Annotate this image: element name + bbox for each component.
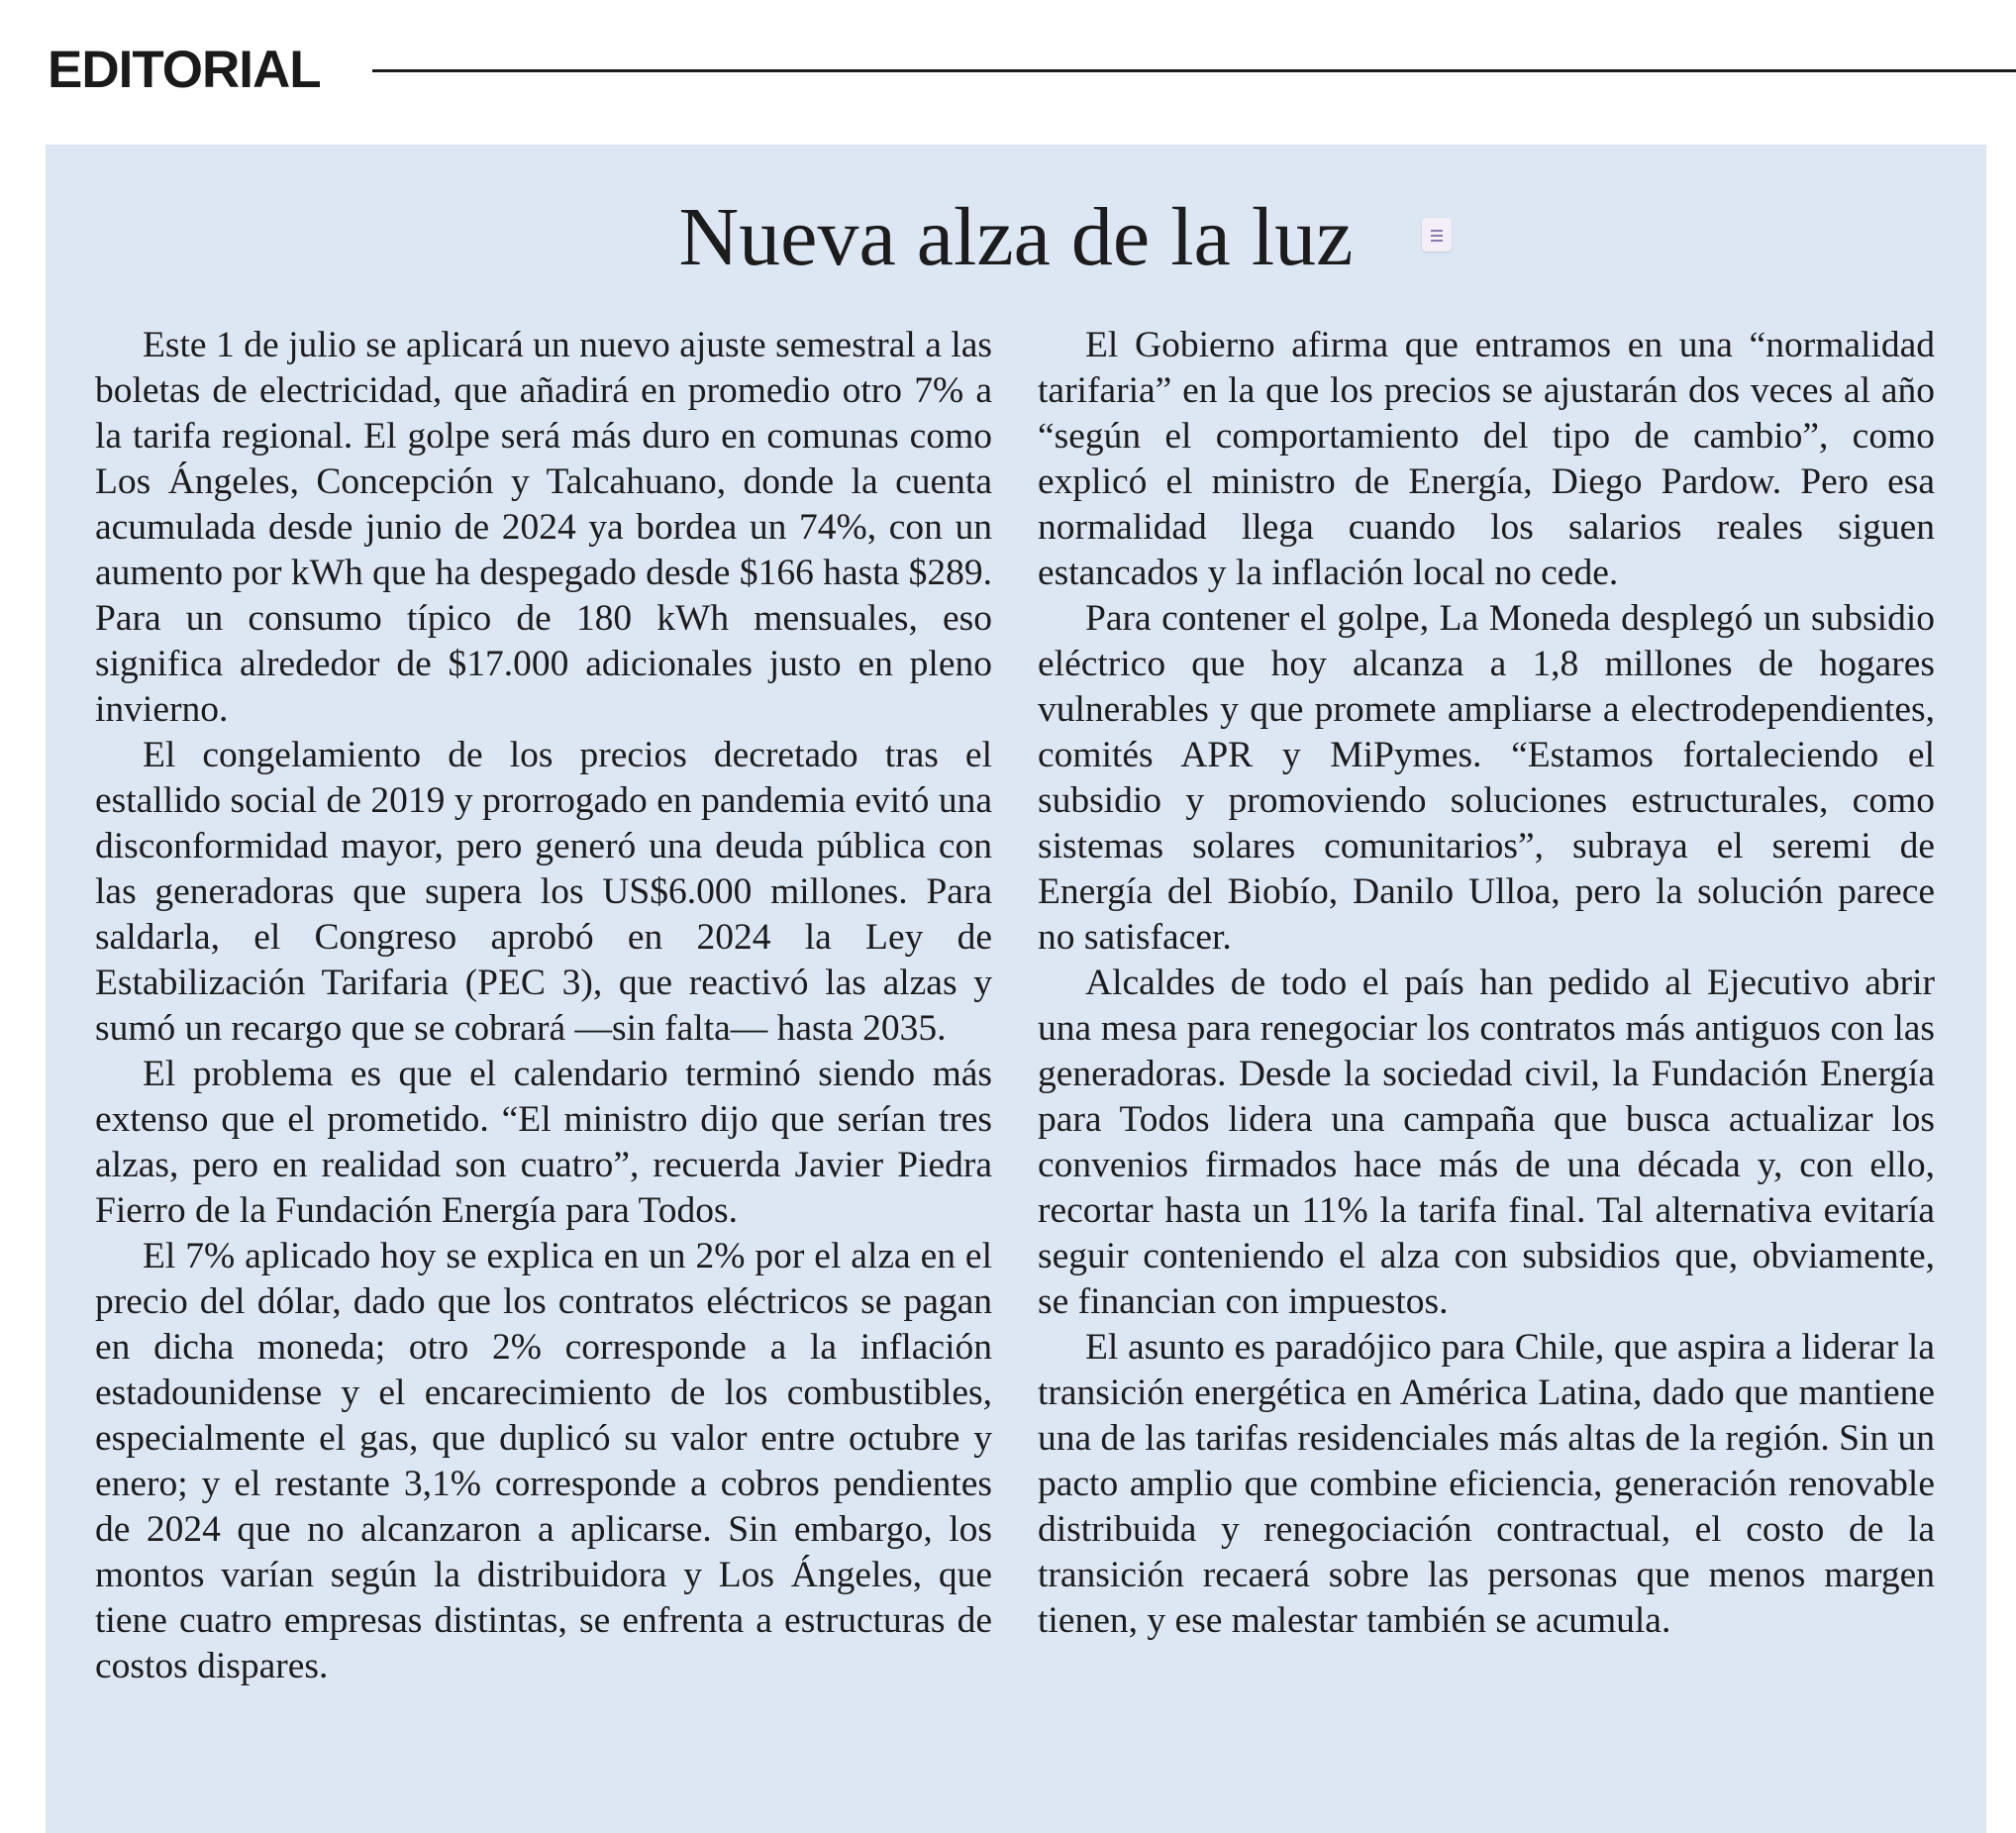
article-column-left <box>95 323 992 1689</box>
article-paragraph: El congelamiento de los precios decretado tras el estallido social de 2019 y prorrogado en pandemia evitó una disconformidad mayor, pero generó una deuda pública con las generadoras que supera los US$6.000 millones. Para saldarla, el Congreso aprobó en 2024 la Ley de Estabilización Tarifaria (PEC 3), que reactivó las alzas y sumó un recargo que se cobrará —sin falta— hasta 2035. <box>95 735 992 1049</box>
section-header <box>48 36 2016 105</box>
article-paragraph: Este 1 de julio se aplicará un nuevo ajuste semestral a las boletas de electricidad, que añadirá en promedio otro 7% a la tarifa regional. El golpe será más duro en comunas como Los Ángeles, Concepción y Talcahuano, donde la cuenta acumulada desde junio de 2024 ya bordea un 74%, con un aumento por kWh que ha despegado desde $166 hasta $289. Para un consumo típico de 180 kWh mensuales, eso significa alrededor de $17.000 adicionales justo en pleno invierno. <box>95 325 993 730</box>
article-paragraph: El problema es que el calendario terminó siendo más extenso que el prometido. “El ministro dijo que serían tres alzas, pero en realidad son cuatro”, recuerda Javier Piedra Fierro de la Fundación Energía para Todos. <box>95 1054 992 1231</box>
editorial-panel <box>46 145 1986 1833</box>
article-paragraph: El asunto es paradójico para Chile, que aspira a liderar la transición energética en América Latina, dado que mantiene una de las tarifas residenciales más altas de la región. Sin un pacto amplio que combine eficiencia, generación renovable distribuida y renegociación contractual, el costo de la transición recaerá sobre las personas que menos margen tienen, y ese malestar también se acumula. <box>1038 1327 1935 1641</box>
article-paragraph: Alcaldes de todo el país han pedido al Ejecutivo abrir una mesa para renegociar los contratos más antiguos con las generadoras. Desde la sociedad civil, la Fundación Energía para Todos lidera una campaña que busca actualizar los convenios firmados hace más de una década y, con ello, recortar hasta un 11% la tarifa final. Tal alternativa evitaría seguir conteniendo el alza con subsidios que, obviamente, se financian con impuestos. <box>1038 963 1935 1322</box>
section-divider <box>372 69 2016 72</box>
article-paragraph: Para contener el golpe, La Moneda desplegó un subsidio eléctrico que hoy alcanza a 1,8 millones de hogares vulnerables y que promete ampliarse a electrodependientes, comités APR y MiPymes. “Estamos fortaleciendo el subsidio y promoviendo soluciones estructurales, como sistemas solares comunitarios”, subraya el seremi de Energía del Biobío, Danilo Ulloa, pero la solución parece no satisfacer. <box>1038 598 1935 958</box>
section-label: EDITORIAL <box>48 41 321 99</box>
article-paragraph: El Gobierno afirma que entramos en una “normalidad tarifaria” en la que los precios se ajustarán dos veces al año “según el comportamiento del tipo de cambio”, como explicó el ministro de Energía, Diego Pardow. Pero esa normalidad llega cuando los salarios reales siguen estancados y la inflación local no cede. <box>1038 325 1935 593</box>
article-paragraph: El 7% aplicado hoy se explica en un 2% por el alza en el precio del dólar, dado que los contratos eléctricos se pagan en dicha moneda; otro 2% corresponde a la inflación estadounidense y el encarecimiento de los combustibles, especialmente el gas, que duplicó su valor entre octubre y enero; y el restante 3,1% corresponde a cobros pendientes de 2024 que no alcanzaron a aplicarse. Sin embargo, los montos varían según la distribuidora y Los Ángeles, que tiene cuatro empresas distintas, se enfrenta a estructuras de costos dispares. <box>95 1236 992 1686</box>
article-headline: Nueva alza de la luz <box>678 191 1354 283</box>
note-icon[interactable] <box>1422 218 1452 252</box>
article-column-right <box>1038 323 1935 1644</box>
